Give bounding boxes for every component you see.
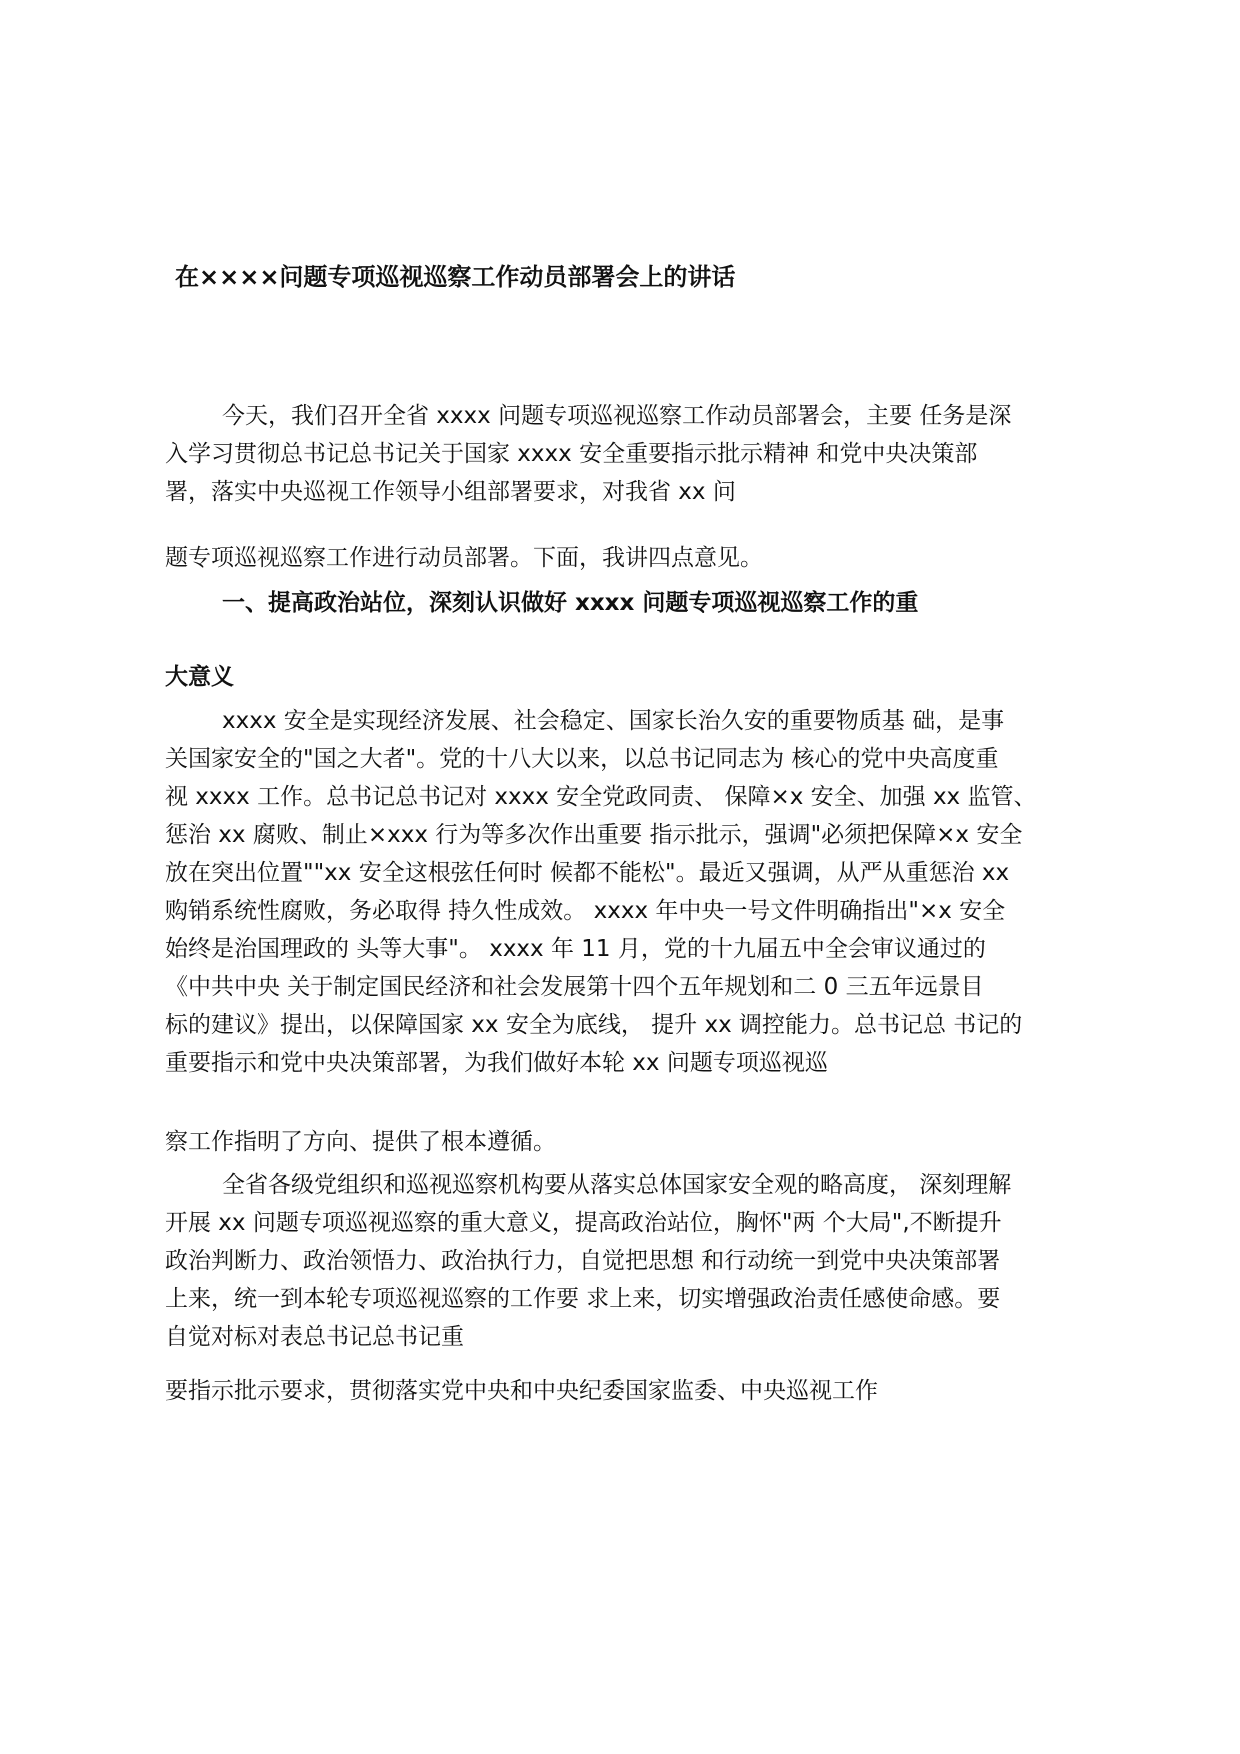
paragraph-line: 开展 xx 问题专项巡视巡察的重大意义，提高政治站位，胸怀"两 个大局",不断提升 [165,1210,1002,1236]
paragraph-line: 关国家安全的"国之大者"。党的十八大以来，以总书记同志为 核心的党中央高度重 [165,746,999,772]
paragraph-line: 购销系统性腐败，务必取得 持久性成效。 xxxx 年中央一号文件明确指出"×x 安全 [165,898,1006,924]
paragraph-line: 政治判断力、政治领悟力、政治执行力，自觉把思想 和行动统一到党中央决策部署 [165,1248,1001,1274]
paragraph-line: 上来，统一到本轮专项巡视巡察的工作要 求上来，切实增强政治责任感使命感。要 [165,1286,1001,1312]
paragraph-line: 视 xxxx 工作。总书记总书记对 xxxx 安全党政同责、 保障×x 安全、加强 xx 监管、 [165,784,1037,810]
document-title: 在××××问题专项巡视巡察工作动员部署会上的讲话 [175,263,736,291]
paragraph-2-tail: 察工作指明了方向、提供了根本遵循。 [165,1129,556,1155]
paragraph-1-tail: 题专项巡视巡察工作进行动员部署。下面，我讲四点意见。 [165,545,763,571]
paragraph-line: 放在突出位置""xx 安全这根弦任何时 候都不能松"。最近又强调，从严从重惩治 xx [165,860,1010,886]
paragraph-line: 今天，我们召开全省 xxxx 问题专项巡视巡察工作动员部署会，主要 任务是深 [222,403,1012,429]
paragraph-line: 入学习贯彻总书记总书记关于国家 xxxx 安全重要指示批示精神 和党中央决策部 [165,441,978,467]
paragraph-line: 重要指示和党中央决策部署，为我们做好本轮 xx 问题专项巡视巡 [165,1050,828,1076]
paragraph-2 [165,702,1095,1082]
paragraph-3-tail: 要指示批示要求，贯彻落实党中央和中央纪委国家监委、中央巡视工作 [165,1378,878,1404]
section-heading-line-1: 一、提高政治站位，深刻认识做好 xxxx 问题专项巡视巡察工作的重 [222,590,919,616]
section-heading-line-2: 大意义 [165,664,234,690]
paragraph-line: 始终是治国理政的 头等大事"。 xxxx 年 11 月，党的十九届五中全会审议通过的 [165,936,986,962]
paragraph-line: 标的建议》提出，以保障国家 xx 安全为底线， 提升 xx 调控能力。总书记总 书记的 [165,1012,1023,1038]
paragraph-line: 惩治 xx 腐败、制止×xxx 行为等多次作出重要 指示批示，强调"必须把保障×x 安全 [165,822,1023,848]
paragraph-3 [165,1166,1095,1356]
paragraph-1 [165,397,1095,511]
paragraph-line: 《中共中央 关于制定国民经济和社会发展第十四个五年规划和二 0 三五年远景目 [165,974,984,1000]
paragraph-line: 自觉对标对表总书记总书记重 [165,1324,464,1350]
paragraph-line: 全省各级党组织和巡视巡察机构要从落实总体国家安全观的略高度， 深刻理解 [222,1172,1012,1198]
paragraph-line: 署，落实中央巡视工作领导小组部署要求，对我省 xx 问 [165,479,736,505]
paragraph-line: xxxx 安全是实现经济发展、社会稳定、国家长治久安的重要物质基 础，是事 [222,708,1005,734]
